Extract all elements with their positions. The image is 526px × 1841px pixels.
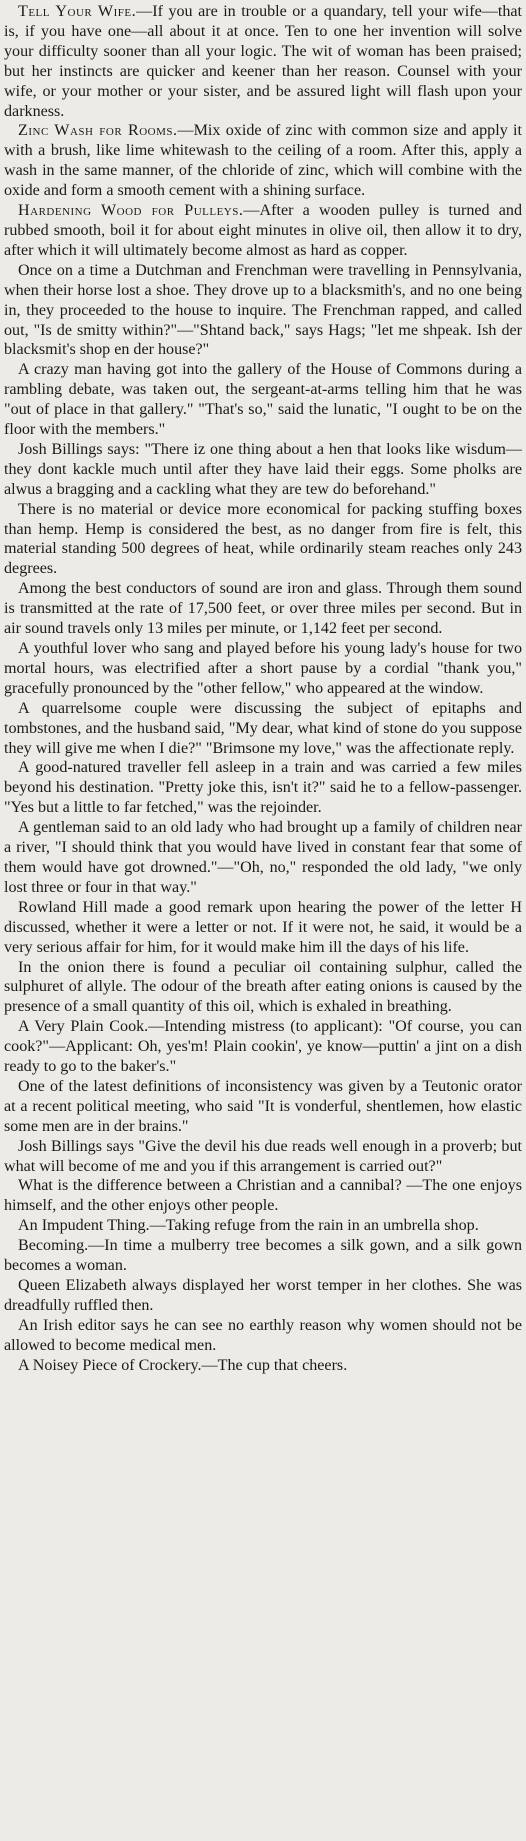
- article-hemp-packing: [4, 500, 522, 580]
- article-text: One of the latest definitions of inconsistency was given by a Teutonic orator at a recent political meeting, who said "It is vonderful, shentlemen, how elastic some men are in der brains.": [4, 1077, 522, 1135]
- article-tell-your-wife: [4, 2, 522, 121]
- article-text: A youthful lover who sang and played before his young lady's house for two mortal hours, was electrified after a short pause by a cordial "thank you," gracefully pronounced by the "other fellow," who appeared at the window.: [4, 640, 522, 697]
- article-text: There is no material or device more economical for packing stuffing boxes than hemp. Hemp is considered the best, as no danger from fire is felt, this material standing 500 degrees of heat, while ordinarily steam reaches only 243 degrees.: [4, 500, 522, 578]
- article-youthful-lover: [4, 639, 522, 699]
- article-traveller: [4, 758, 522, 818]
- article-josh-billings-hen: [4, 440, 522, 500]
- article-heading: Tell Your Wife.: [18, 3, 137, 20]
- article-text: A Noisey Piece of Crockery.—The cup that cheers.: [18, 1356, 348, 1374]
- article-text: —After a wooden pulley is turned and rubbed smooth, boil it for about eight minutes in olive oil, then allow it to dry, after which it will ultimately become almost as hard as copper.: [4, 202, 522, 259]
- article-text: Rowland Hill made a good remark upon hearing the power of the letter H discussed, whether it were a letter or not. If it were not, he said, it would be a very serious affair for him, for it would make him ill the days of his life.: [4, 898, 522, 956]
- article-text: Josh Billings says: "There iz one thing about a hen that looks like wisdum—they dont kackle much until after they have laid their eggs. Some pholks are alwus a bragging and a cackling what they are tew do beforehand.": [4, 440, 522, 498]
- article-plain-cook: [4, 1017, 522, 1077]
- article-inconsistency: [4, 1077, 522, 1137]
- article-heading: Zinc Wash for Rooms.: [18, 122, 178, 140]
- article-onion-oil: [4, 958, 522, 1018]
- article-crazy-man: [4, 360, 522, 440]
- article-text: An Irish editor says he can see no earthly reason why women should not be allowed to become medical men.: [4, 1316, 522, 1354]
- article-becoming: [4, 1236, 522, 1276]
- article-hardening-wood: [4, 201, 522, 261]
- article-text: Becoming.—In time a mulberry tree becomes a silk gown, and a silk gown becomes a woman.: [4, 1237, 522, 1275]
- article-text: A Very Plain Cook.—Intending mistress (to applicant): "Of course, you can cook?"—Applicant: Oh, yes'm! Plain cookin', ye know—puttin' a jint on a dish ready to go to the baker's.": [4, 1018, 522, 1076]
- article-impudent-thing: [4, 1216, 522, 1236]
- article-text: Once on a time a Dutchman and Frenchman were travelling in Pennsylvania, when their horse lost a shoe. They drove up to a blacksmith's, and no one being in, they proceeded to the house to inquire. The Frenchman rapped, and called out, "Is de smitty within?"—"Shtand back," says Hags; "let me shpeak. Ish der blacksmit's shop en der house?": [4, 261, 522, 359]
- article-noisy-crockery: [4, 1356, 522, 1376]
- article-text: A good-natured traveller fell asleep in a train and was carried a few miles beyond his destination. "Pretty joke this, isn't it?" said he to a fellow-passenger. "Yes but a little to far fetched," was the rejoinder.: [4, 759, 522, 817]
- article-text: What is the difference between a Christian and a cannibal? —The one enjoys himself, and the other enjoys other people.: [4, 1177, 522, 1215]
- article-text: Among the best conductors of sound are iron and glass. Through them sound is transmitted at the rate of 17,500 feet, or over three miles per second. But in air sound travels only 13 miles per minute, or 1,142 feet per second.: [4, 580, 522, 638]
- article-text: —Mix oxide of zinc with common size and apply it with a brush, like lime whitewash to the ceiling of a room. After this, apply a wash in the same manner, of the chloride of zinc, which will combine with the oxide and form a smooth cement with a shining surface.: [4, 122, 522, 200]
- article-text: In the onion there is found a peculiar oil containing sulphur, called the sulphuret of allyle. The odour of the breath after eating onions is caused by the presence of a small quantity of this oil, which is exhaled in breathing.: [4, 958, 522, 1016]
- article-queen-elizabeth: [4, 1276, 522, 1316]
- article-zinc-wash: [4, 121, 522, 201]
- article-text: A gentleman said to an old lady who had brought up a family of children near a river, "I should think that you would have lived in constant fear that some of them would have got drowned."—"Oh, no," responded the old lady, "we only lost three or four in that way.": [4, 819, 522, 896]
- article-old-lady: [4, 818, 522, 898]
- article-text: Josh Billings says "Give the devil his due reads well enough in a proverb; but what will become of me and you if this arrangement is carried out?": [4, 1137, 522, 1175]
- article-quarrelsome-couple: [4, 699, 522, 759]
- article-sound-conductors: [4, 579, 522, 639]
- article-irish-editor: [4, 1316, 522, 1356]
- article-text: A quarrelsome couple were discussing the subject of epitaphs and tombstones, and the husband said, "My dear, what kind of stone do you suppose they will give me when I die?" "Brimsone my love," was the affectionate reply.: [4, 699, 522, 757]
- article-josh-billings-devil: [4, 1137, 522, 1177]
- article-text: An Impudent Thing.—Taking refuge from the rain in an umbrella shop.: [18, 1217, 479, 1235]
- article-text: —If you are in trouble or a quandary, tell your wife—that is, if you have one—all about it at once. Ten to one her invention will solve your difficulty sooner than all your logic. The wit of woman has been praised; but her instincts are quicker and keener than her reason. Counsel with your wife, or your mother or your sister, and be assured light will flash upon your darkness.: [4, 3, 522, 120]
- article-heading: Hardening Wood for Pulleys.: [18, 202, 244, 220]
- article-christian-cannibal: [4, 1176, 522, 1216]
- article-text: A crazy man having got into the gallery of the House of Commons during a rambling debate, was taken out, the sergeant-at-arms telling him that he was "out of place in that gallery." "That's so," said the lunatic, "I ought to be on the floor with the members.": [4, 361, 522, 439]
- article-rowland-hill: [4, 898, 522, 958]
- article-text: Queen Elizabeth always displayed her worst temper in her clothes. She was dreadfully ruffled then.: [4, 1277, 522, 1314]
- article-dutchman-frenchman: [4, 261, 522, 361]
